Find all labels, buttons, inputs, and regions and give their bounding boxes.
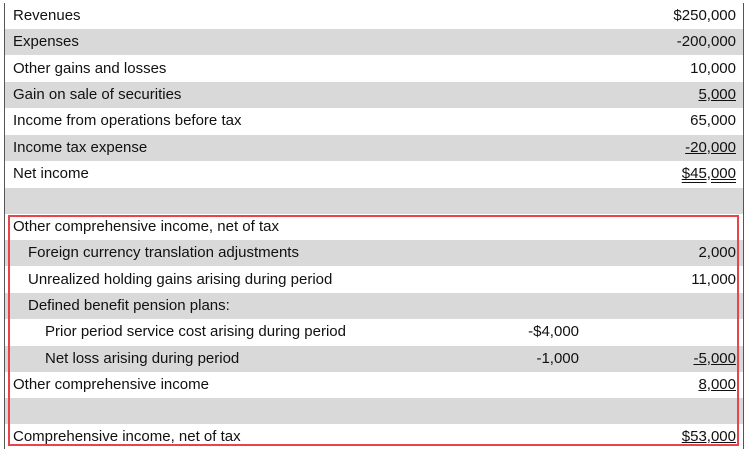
- table-row: [5, 3, 743, 29]
- row-label: Foreign currency translation adjustments: [28, 244, 299, 261]
- row-value: $53,000: [681, 428, 736, 445]
- row-label: Unrealized holding gains arising during period: [28, 271, 333, 288]
- row-label: Other comprehensive income, net of tax: [13, 218, 279, 235]
- row-label: Income from operations before tax: [13, 112, 242, 129]
- table-row: [5, 82, 743, 108]
- table-row: [5, 29, 743, 55]
- row-label: Prior period service cost arising during period: [45, 323, 346, 340]
- row-label: Income tax expense: [13, 139, 148, 156]
- table-row: [5, 319, 743, 345]
- table-row: [5, 267, 743, 293]
- row-label: Other comprehensive income: [13, 376, 209, 393]
- table-row: [5, 108, 743, 134]
- row-value: 65,000: [690, 112, 736, 129]
- table-row: [5, 240, 743, 266]
- row-value: 10,000: [690, 60, 736, 77]
- row-subvalue: -$4,000: [528, 323, 579, 340]
- row-value: $250,000: [673, 7, 736, 24]
- table-row: [5, 424, 743, 450]
- row-value: 2,000: [698, 244, 736, 261]
- row-label: Net loss arising during period: [45, 350, 240, 367]
- table-row: [5, 346, 743, 372]
- table-row: [5, 293, 743, 319]
- row-value: -20,000: [685, 139, 736, 156]
- row-label: Other gains and losses: [13, 60, 167, 77]
- table-row: [5, 214, 743, 240]
- row-label: Defined benefit pension plans:: [28, 297, 230, 314]
- income-statement-table: [4, 3, 744, 449]
- row-value: 8,000: [698, 376, 736, 393]
- row-value: -200,000: [676, 33, 736, 50]
- table-row: [5, 56, 743, 82]
- table-row: [5, 372, 743, 398]
- row-label: Comprehensive income, net of tax: [13, 428, 241, 445]
- row-value: -5,000: [693, 350, 736, 367]
- row-label: Revenues: [13, 7, 81, 24]
- row-label: Net income: [13, 165, 89, 182]
- row-value: 5,000: [698, 86, 736, 103]
- spacer-row: [5, 188, 743, 214]
- row-label: Gain on sale of securities: [13, 86, 182, 103]
- table-row: [5, 161, 743, 187]
- row-value: 11,000: [691, 271, 736, 288]
- row-value: $45,000: [681, 165, 736, 182]
- row-label: Expenses: [13, 33, 79, 50]
- table-row: [5, 135, 743, 161]
- spacer-row: [5, 398, 743, 424]
- row-subvalue: -1,000: [536, 350, 579, 367]
